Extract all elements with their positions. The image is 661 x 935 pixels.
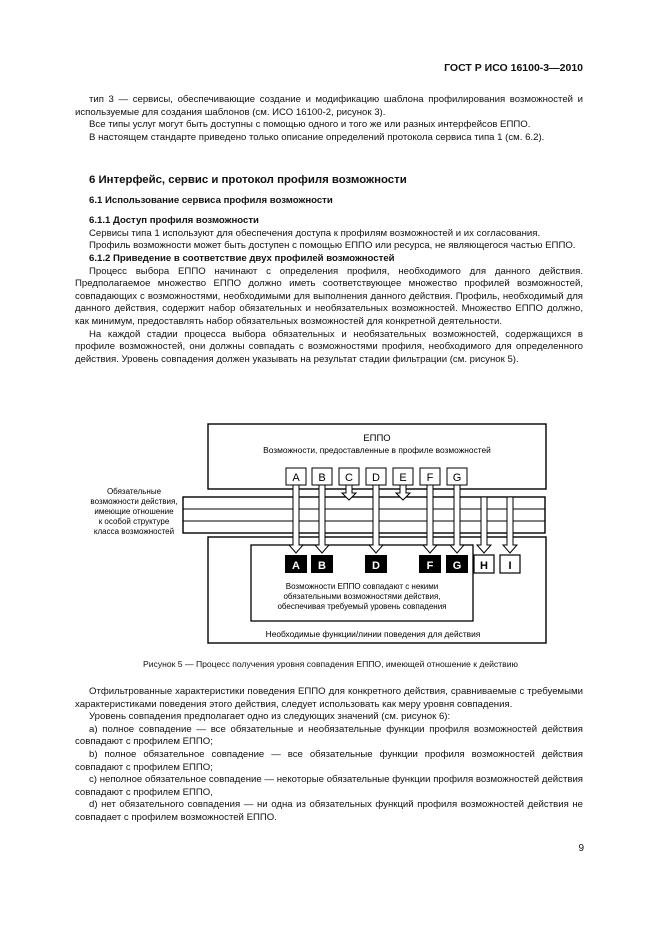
page-number: 9 xyxy=(578,843,584,854)
matched-letter-G: G xyxy=(452,560,462,572)
paragraph: Уровень совпадения предполагает одно из следующих значений (см. рисунок 6): xyxy=(89,711,451,723)
letter-D: D xyxy=(372,472,380,484)
paragraph: Сервисы типа 1 используют для обеспечения доступа к профилям возможностей и их согласования. xyxy=(89,227,541,239)
paragraph: тип 3 — сервисы, обеспечивающие создание и модификацию шаблона профилирования возможностей и используемые для создания шаблонов (см. ИСО 16100-2, рисунок 3). xyxy=(75,94,583,118)
list-item: b) полное обязательное совпадение — все обязательные функции профиля возможностей действия совпадают с профилем ЕППО; xyxy=(75,748,583,773)
matched-letter-B: B xyxy=(318,560,326,572)
subsection-heading: 6.1 Использование сервиса профиля возможности xyxy=(89,194,333,206)
subsection-heading: 6.1.1 Доступ профиля возможности xyxy=(89,215,259,227)
left-label-line: имеющие отношение xyxy=(94,507,174,516)
letter-F: F xyxy=(426,472,434,484)
matched-letter-A: A xyxy=(292,560,300,572)
paragraph: Профиль возможности может быть доступен с помощью ЕППО или ресурса, не являющегося частью ЕППО. xyxy=(89,240,576,252)
top-letter-boxes xyxy=(286,468,467,485)
match-text-line: Возможности ЕППО совпадают с некими xyxy=(285,582,439,591)
after-figure-block xyxy=(75,686,583,825)
subsection-heading: 6.1.2 Приведение в соответствие двух профилей возможностей xyxy=(89,252,395,264)
matched-boxes xyxy=(285,555,468,573)
left-label-line: к особой структуре xyxy=(98,517,170,526)
left-label-line: Обязательные xyxy=(106,487,162,496)
matched-letter-F: F xyxy=(426,560,434,572)
match-text-line: обеспечивая требуемый уровень совпадения xyxy=(277,602,447,611)
paragraph: На каждой стадии процесса выбора обязательных и необязательных возможностей, содержащихся в профиле возможностей, они должны совпадать с возможностями профиля, необходимого для определенного действия. Уровень совпадения должен указывать на результат стадии фильтрации (см. рисунок 5). xyxy=(75,328,583,365)
document-header: ГОСТ Р ИСО 16100-3—2010 xyxy=(444,62,583,74)
extra-letter-H: H xyxy=(480,560,488,572)
figure-caption: Рисунок 5 — Процесс получения уровня совпадения ЕППО, имеющей отношение к действию xyxy=(143,659,518,669)
mandatory-band xyxy=(183,497,545,533)
section-heading: 6 Интерфейс, сервис и протокол профиля возможности xyxy=(89,174,407,186)
list-item: a) полное совпадение — все обязательные и необязательные функции профиля возможностей действия совпадают с профилем ЕППО; xyxy=(75,723,583,748)
letter-G: G xyxy=(452,472,462,484)
eppo-subtitle: Возможности, предоставленные в профиле возможностей xyxy=(263,445,491,455)
list-item: d) нет обязательного совпадения — ни одна из обязательных функций профиля возможностей действия не совпадает с профилем возможностей ЕППО. xyxy=(75,799,583,823)
letter-E: E xyxy=(399,472,407,484)
extra-letter-I: I xyxy=(508,560,512,572)
list-item: c) неполное обязательное совпадение — некоторые обязательные функции профиля возможностей действия совпадают с профилем ЕППО, xyxy=(75,774,583,798)
paragraph: Отфильтрованные характеристики поведения ЕППО для конкретного действия, сравниваемые с требуемыми характеристиками поведения этого действия, следует использовать как меру уровня совпадения. xyxy=(75,686,583,710)
left-label-line: возможности действия, xyxy=(90,497,178,506)
paragraph: Все типы услуг могут быть доступны с помощью одного и того же или разных интерфейсов ЕППО. xyxy=(89,119,531,131)
left-label-line: класса возможностей xyxy=(93,527,175,536)
letter-C: C xyxy=(345,472,353,484)
paragraph: Процесс выбора ЕППО начинают с определения профиля, необходимого для данного действия. Предполагаемое множество ЕППО должно иметь соответствующее множество профилей возможностей, совпадающих с возможностями, необходимыми для выполнения данного действия. Профиль, необходимый для данного действия, содержит набор обязательных и необязательных возможностей. Множество ЕППО должно, как минимум, предоставлять набор обязательных возможностей для конкретной деятельности. xyxy=(75,265,583,327)
matched-letter-D: D xyxy=(372,560,380,572)
eppo-title: ЕППО xyxy=(363,433,391,444)
match-text-line: обязательными возможностями действия, xyxy=(283,592,441,601)
paragraph: В настоящем стандарте приведено только описание определений протокола сервиса типа 1 (см. 6.2). xyxy=(89,131,545,143)
letter-B: B xyxy=(318,472,326,484)
required-functions-label: Необходимые функции/линии поведения для действия xyxy=(265,629,481,639)
letter-A: A xyxy=(292,472,300,484)
